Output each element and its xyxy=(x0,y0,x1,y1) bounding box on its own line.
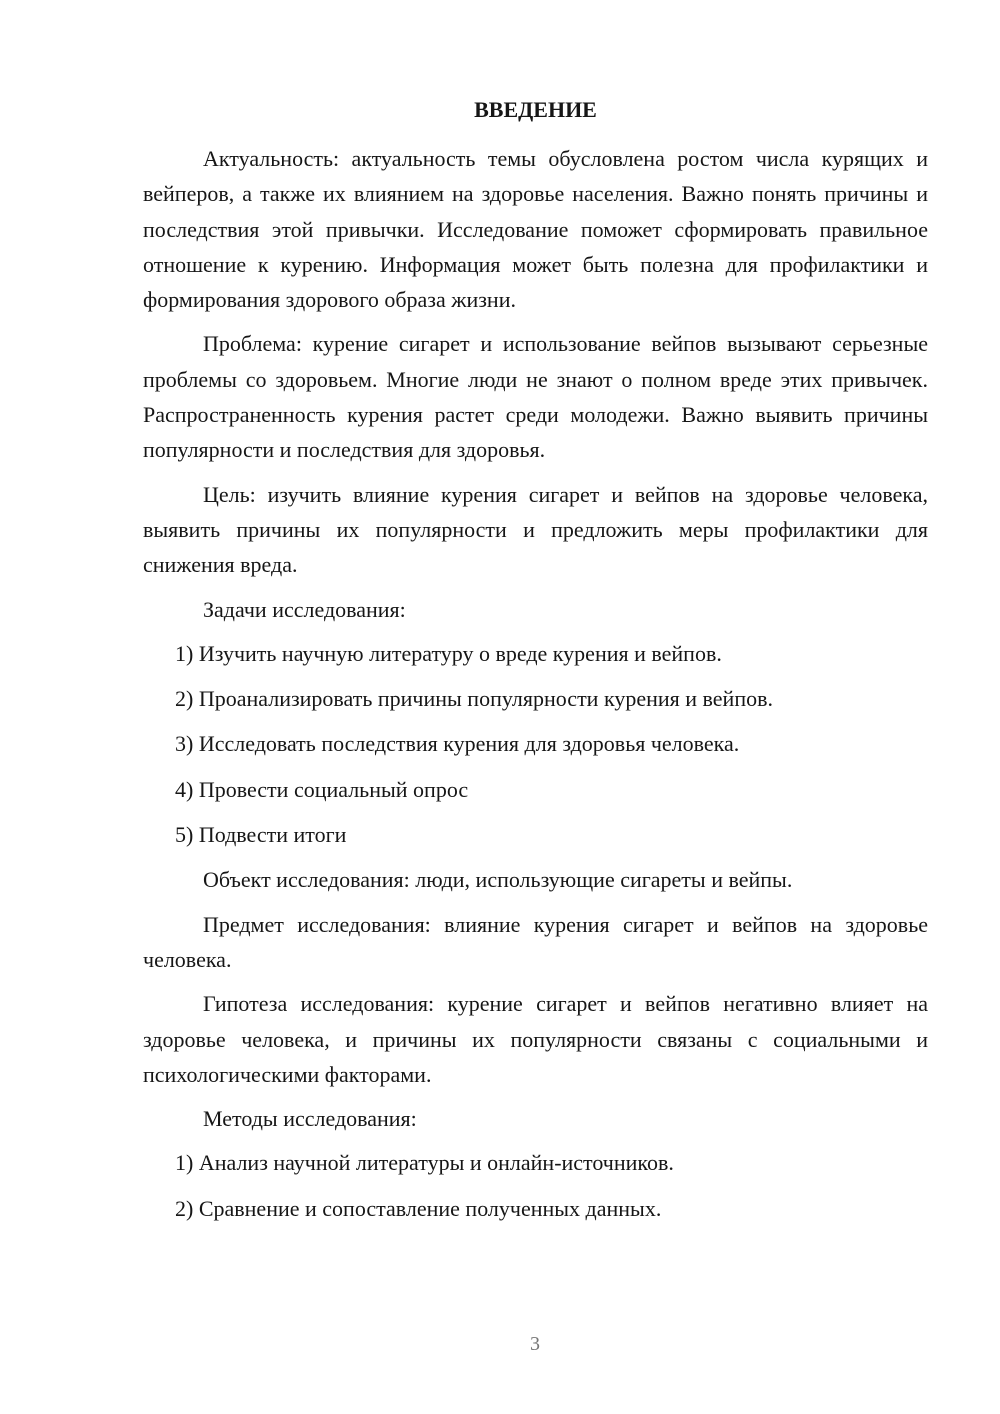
page-title: ВВЕДЕНИЕ xyxy=(474,97,597,122)
tasks-heading: Задачи исследования: xyxy=(203,596,406,622)
page-content xyxy=(143,92,928,1236)
page-number: 3 xyxy=(530,1333,540,1355)
goal-paragraph: Цель: изучить влияние курения сигарет и вейпов на здоровье человека, выявить причины их популярности и предложить меры профилактики для снижения вреда. xyxy=(143,481,928,578)
relevance-paragraph: Актуальность: актуальность темы обусловлена ростом числа курящих и вейперов, а также их влиянием на здоровье населения. Важно понять причины и последствия этой привычки. Исследование поможет сформировать правильное отношение к курению. Информация может быть полезна для профилактики и формирования здорового образа жизни. xyxy=(143,146,928,313)
object-paragraph: Объект исследования: люди, использующие сигареты и вейпы. xyxy=(203,867,793,893)
task-item: 2) Проанализировать причины популярности курения и вейпов. xyxy=(175,686,773,712)
method-item: 2) Сравнение и сопоставление полученных данных. xyxy=(175,1195,662,1221)
task-item: 3) Исследовать последствия курения для здоровья человека. xyxy=(175,731,740,757)
task-item: 4) Провести социальный опрос xyxy=(175,776,469,802)
methods-heading: Методы исследования: xyxy=(203,1106,417,1132)
subject-paragraph: Предмет исследования: влияние курения сигарет и вейпов на здоровье человека. xyxy=(143,911,928,972)
hypothesis-paragraph: Гипотеза исследования: курение сигарет и вейпов негативно влияет на здоровье человека, и причины их популярности связаны с социальными и психологическими факторами. xyxy=(143,991,928,1087)
problem-paragraph: Проблема: курение сигарет и использование вейпов вызывают серьезные проблемы со здоровьем. Многие люди не знают о полном вреде этих привычек. Распространенность курения растет среди молодежи. Важно выявить причины популярности и последствия для здоровья. xyxy=(143,331,928,463)
task-item: 5) Подвести итоги xyxy=(175,822,347,848)
task-item: 1) Изучить научную литературу о вреде курения и вейпов. xyxy=(175,640,722,666)
method-item: 1) Анализ научной литературы и онлайн-источников. xyxy=(175,1150,674,1176)
